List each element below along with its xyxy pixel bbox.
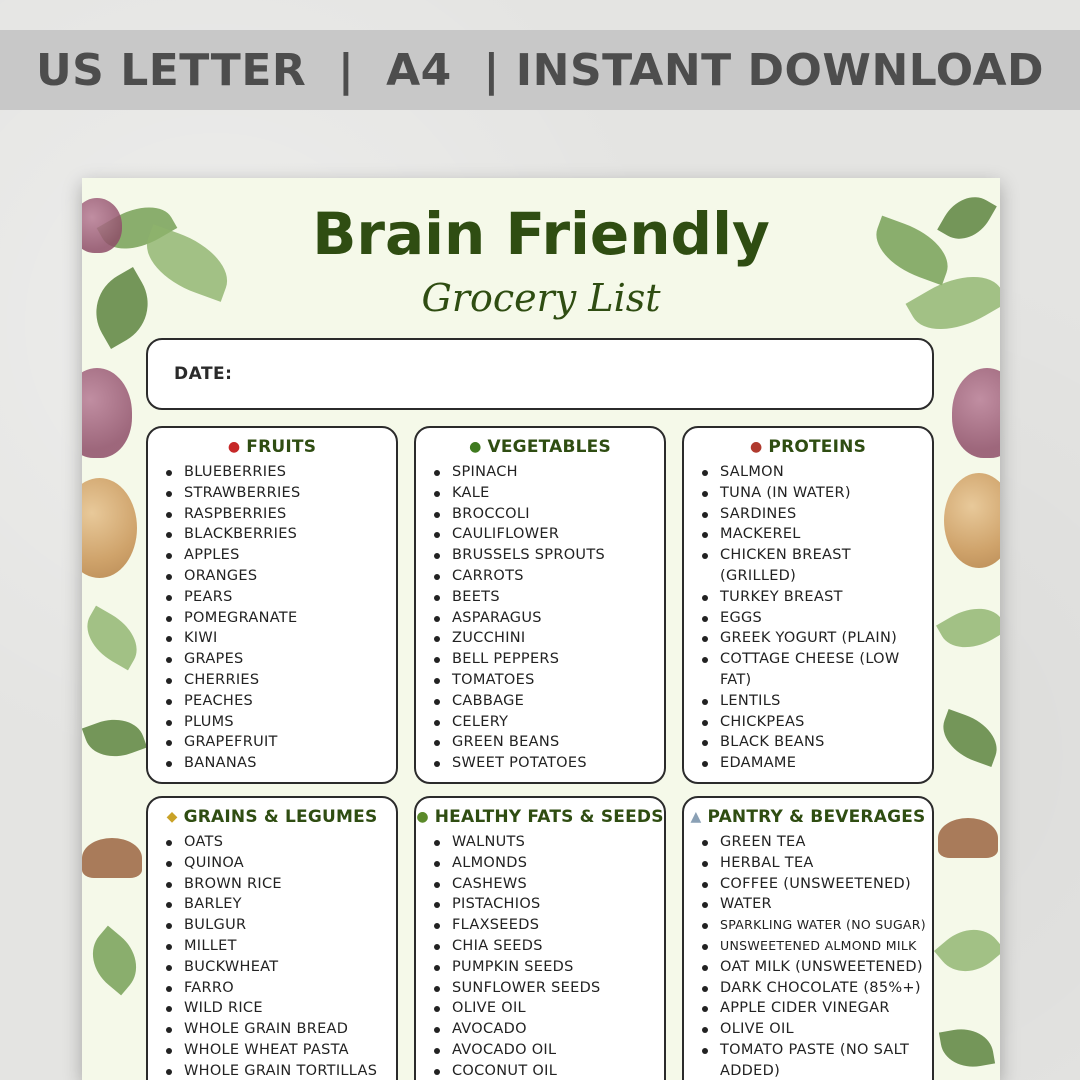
list-item: POMEGRANATE [166, 608, 390, 629]
list-item: CASHEWS [434, 874, 658, 895]
list-item: GRAPES [166, 649, 390, 670]
broccoli-icon: ● [469, 439, 482, 455]
grains-title: GRAINS & LEGUMES [183, 807, 378, 827]
list-item: CELERY [434, 712, 658, 733]
list-item: AVOCADO [434, 1019, 658, 1040]
vegetables-title: VEGETABLES [487, 437, 611, 457]
pantry-section [682, 796, 934, 1080]
list-item: BROWN RICE [166, 874, 390, 895]
list-item: EDAMAME [702, 753, 926, 774]
fats-section [414, 796, 666, 1080]
list-item: QUINOA [166, 853, 390, 874]
list-item: MACKEREL [702, 524, 926, 545]
list-item: CABBAGE [434, 691, 658, 712]
list-item: BELL PEPPERS [434, 649, 658, 670]
list-item: TUNA (IN WATER) [702, 483, 926, 504]
list-item: SPARKLING WATER (NO SUGAR) [702, 915, 926, 936]
list-item: SARDINES [702, 504, 926, 525]
list-item: PEACHES [166, 691, 390, 712]
fats-list [416, 832, 664, 1080]
list-item: ASPARAGUS [434, 608, 658, 629]
list-item: BLACKBERRIES [166, 524, 390, 545]
list-item: RASPBERRIES [166, 504, 390, 525]
list-item: PISTACHIOS [434, 894, 658, 915]
list-item: GREEN BEANS [434, 732, 658, 753]
salt-shaker-icon: ▲ [690, 809, 702, 825]
list-item: WALNUTS [434, 832, 658, 853]
page-subtitle: Grocery List [421, 276, 661, 320]
steak-icon: ● [749, 439, 763, 455]
list-item: WHOLE GRAIN TORTILLAS [166, 1061, 390, 1080]
list-item: WHOLE WHEAT PASTA [166, 1040, 390, 1061]
list-item: UNSWEETENED ALMOND MILK [702, 936, 926, 957]
banner-text: US LETTER | A4 | INSTANT DOWNLOAD [35, 44, 1045, 96]
top-banner [0, 30, 1080, 110]
list-item: ORANGES [166, 566, 390, 587]
list-item: GREEN TEA [702, 832, 926, 853]
date-field[interactable] [146, 338, 934, 410]
list-item: FARRO [166, 978, 390, 999]
list-item: LENTILS [702, 691, 926, 712]
avocado-icon: ● [416, 809, 429, 825]
list-item: ZUCCHINI [434, 628, 658, 649]
list-item: AVOCADO OIL [434, 1040, 658, 1061]
grains-section [146, 796, 398, 1080]
list-item: BUCKWHEAT [166, 957, 390, 978]
list-item: APPLE CIDER VINEGAR [702, 998, 926, 1019]
grocery-list-sheet [82, 178, 1000, 1080]
list-item: CARROTS [434, 566, 658, 587]
grains-list [148, 832, 396, 1080]
list-item: BARLEY [166, 894, 390, 915]
list-item: GRAPEFRUIT [166, 732, 390, 753]
proteins-section [682, 426, 934, 784]
list-item: CHICKPEAS [702, 712, 926, 733]
list-item: APPLES [166, 545, 390, 566]
list-item: CAULIFLOWER [434, 524, 658, 545]
list-item: PUMPKIN SEEDS [434, 957, 658, 978]
list-item: TURKEY BREAST [702, 587, 926, 608]
wheat-icon: ◆ [166, 809, 178, 825]
list-item: SPINACH [434, 462, 658, 483]
list-item: KIWI [166, 628, 390, 649]
list-item: COFFEE (UNSWEETENED) [702, 874, 926, 895]
list-item: BEETS [434, 587, 658, 608]
list-item: ALMONDS [434, 853, 658, 874]
list-item: TOMATO PASTE (NO SALT ADDED) [702, 1040, 926, 1080]
list-item: PLUMS [166, 712, 390, 733]
vegetables-section [414, 426, 666, 784]
list-item: TOMATOES [434, 670, 658, 691]
date-label: DATE: [174, 364, 233, 384]
list-item: MILLET [166, 936, 390, 957]
apple-icon: ● [227, 439, 241, 455]
vegetables-list [416, 462, 664, 774]
list-item: OLIVE OIL [434, 998, 658, 1019]
list-item: OATS [166, 832, 390, 853]
proteins-list [684, 462, 932, 774]
pantry-list [684, 832, 932, 1080]
list-item: CHIA SEEDS [434, 936, 658, 957]
list-item: WHOLE GRAIN BREAD [166, 1019, 390, 1040]
list-item: PEARS [166, 587, 390, 608]
page-title: Brain Friendly [312, 200, 770, 268]
list-item: WILD RICE [166, 998, 390, 1019]
fruits-list [148, 462, 396, 774]
list-item: EGGS [702, 608, 926, 629]
fats-title: HEALTHY FATS & SEEDS [434, 807, 664, 827]
fruits-section [146, 426, 398, 784]
list-item: BULGUR [166, 915, 390, 936]
list-item: COTTAGE CHEESE (LOW FAT) [702, 649, 926, 691]
list-item: DARK CHOCOLATE (85%+) [702, 978, 926, 999]
list-item: SUNFLOWER SEEDS [434, 978, 658, 999]
list-item: STRAWBERRIES [166, 483, 390, 504]
pantry-title: PANTRY & BEVERAGES [707, 807, 926, 827]
proteins-title: PROTEINS [768, 437, 867, 457]
list-item: SWEET POTATOES [434, 753, 658, 774]
list-item: HERBAL TEA [702, 853, 926, 874]
list-item: BROCCOLI [434, 504, 658, 525]
list-item: GREEK YOGURT (PLAIN) [702, 628, 926, 649]
list-item: BRUSSELS SPROUTS [434, 545, 658, 566]
list-item: BANANAS [166, 753, 390, 774]
list-item: WATER [702, 894, 926, 915]
fruits-title: FRUITS [246, 437, 317, 457]
list-item: SALMON [702, 462, 926, 483]
list-item: FLAXSEEDS [434, 915, 658, 936]
list-item: CHICKEN BREAST (GRILLED) [702, 545, 926, 587]
list-item: COCONUT OIL [434, 1061, 658, 1080]
list-item: BLACK BEANS [702, 732, 926, 753]
list-item: KALE [434, 483, 658, 504]
list-item: OLIVE OIL [702, 1019, 926, 1040]
list-item: CHERRIES [166, 670, 390, 691]
list-item: OAT MILK (UNSWEETENED) [702, 957, 926, 978]
list-item: BLUEBERRIES [166, 462, 390, 483]
